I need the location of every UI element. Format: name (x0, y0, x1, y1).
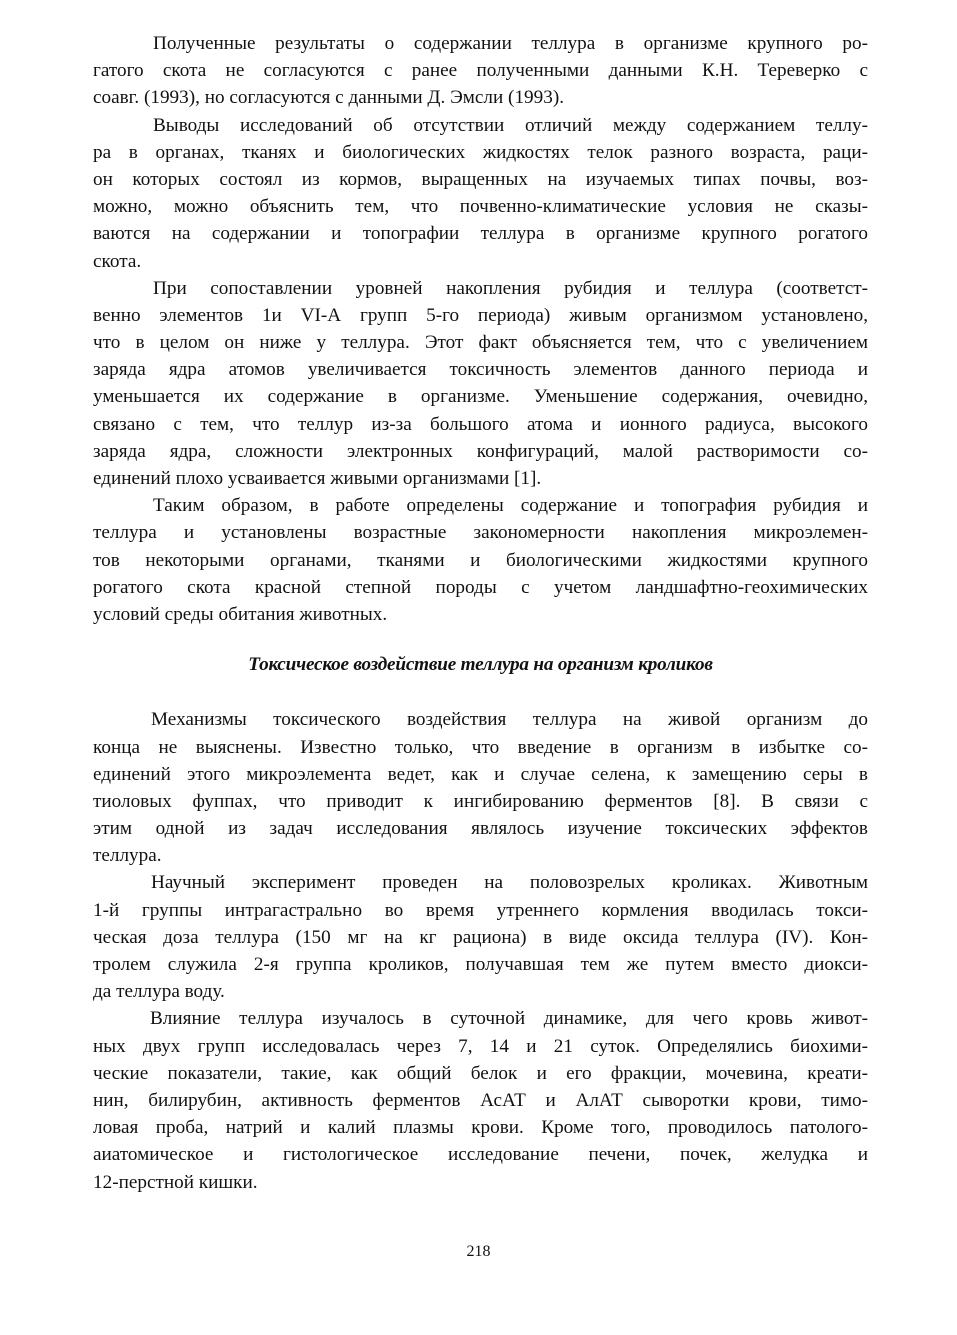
text-line: единений этого микроэлемента ведет, как и случае селена, к замещению серы в (93, 763, 868, 785)
text-line: заряда ядра атомов увеличивается токсичность элементов данного периода и (93, 359, 868, 381)
text-line: 1-й группы интрагастрально во время утреннего кормления вводилась токси- (93, 899, 868, 921)
text-line: гатого скота не согласуются с ранее полученными данными К.Н. Тереверко с (93, 60, 868, 82)
paragraph-conclusions (93, 112, 868, 275)
text-line: уменьшается их содержание в организме. Уменьшение содержания, очевидно, (93, 386, 868, 408)
text-line: Таким образом, в работе определены содержание и топография рубидия и (153, 495, 868, 517)
paragraph-results-comparison (93, 30, 868, 112)
text-line: ваются на содержании и топографии теллура в организме крупного рогатого (93, 223, 868, 245)
page-number: 218 (466, 1243, 491, 1260)
text-line: венно элементов 1и VI-А групп 5-го периода) живым организмом установлено, (93, 304, 868, 326)
text-line: Научный эксперимент проведен на половозрелых кроликах. Животным (151, 872, 868, 894)
text-line: единений плохо усваивается живыми организмами [1]. (93, 468, 542, 489)
paragraph-summary (93, 492, 868, 628)
text-line: Влияние теллура изучалось в суточной динамике, для чего кровь живот- (150, 1008, 868, 1030)
paragraph-experiment (93, 869, 868, 1005)
text-line: ра в органах, тканях и биологических жидкостях телок разного возраста, раци- (93, 141, 868, 163)
document-page (93, 30, 868, 1196)
text-line: соавг. (1993), но согласуются с данными Д. Эмсли (1993). (93, 87, 565, 109)
text-line: нин, билирубин, активность ферментов АсАТ и АлАТ сыворотки крови, тимо- (93, 1089, 868, 1111)
text-line: конца не выяснены. Известно только, что введение в организм в избытке со- (93, 736, 868, 758)
text-line: ловая проба, натрий и калий плазмы крови. Кроме того, проводилось патолого- (93, 1117, 868, 1139)
text-line: тов некоторыми органами, тканями и биологическими жидкостями крупного (93, 549, 868, 571)
paragraph-dynamics (93, 1005, 868, 1195)
text-line: аиатомическое и гистологическое исследование печени, почек, желудка и (93, 1144, 868, 1166)
text-line: тролем служила 2-я группа кроликов, получавшая тем же путем вместо диокси- (93, 954, 868, 976)
text-line: Механизмы токсического воздействия теллура на живой организм до (151, 709, 868, 731)
text-line: 12-перстной кишки. (93, 1171, 258, 1193)
paragraph-rubidium-tellurium (93, 275, 868, 493)
text-line: Выводы исследований об отсутствии отличий между содержанием теллу- (153, 114, 868, 136)
text-line: заряда ядра, сложности электронных конфигураций, малой растворимости со- (93, 440, 868, 462)
text-line: ческие показатели, такие, как общий белок и его фракции, мочевина, креати- (93, 1062, 868, 1084)
text-line: Полученные результаты о содержании теллура в организме крупного ро- (153, 33, 868, 54)
text-line: связано с тем, что теллур из-за большого атома и ионного радиуса, высокого (93, 413, 868, 435)
text-line: При сопоставлении уровней накопления рубидия и теллура (соответст- (153, 277, 868, 299)
text-line: тиоловых фуппах, что приводит к ингибированию ферментов [8]. В связи с (93, 790, 868, 812)
text-line: ческая доза теллура (150 мг на кг рациона) в виде оксида теллура (IV). Кон- (93, 926, 868, 948)
text-line: что в целом он ниже у теллура. Этот факт объясняется тем, что с увеличением (93, 332, 868, 354)
text-line: теллура и установлены возрастные закономерности накопления микроэлемен- (93, 522, 868, 544)
text-line: скота. (93, 250, 142, 272)
text-line: условий среды обитания животных. (93, 603, 388, 625)
text-line: да теллура воду. (93, 981, 225, 1003)
section-heading: Токсическое воздействие теллура на организм кроликов (248, 654, 713, 676)
text-line: можно, можно объяснить тем, что почвенно-климатические условия не сказы- (93, 196, 868, 218)
text-line: этим одной из задач исследования являлось изучение токсических эффектов (93, 818, 868, 840)
text-line: рогатого скота красной степной породы с учетом ландшафтно-геохимических (93, 576, 868, 598)
text-line: он которых состоял из кормов, выращенных на изучаемых типах почвы, воз- (93, 168, 868, 190)
text-line: теллура. (93, 845, 162, 867)
paragraph-toxic-mechanisms (93, 706, 868, 869)
text-line: ных двух групп исследовалась через 7, 14 и 21 суток. Определялись биохими- (93, 1035, 868, 1057)
